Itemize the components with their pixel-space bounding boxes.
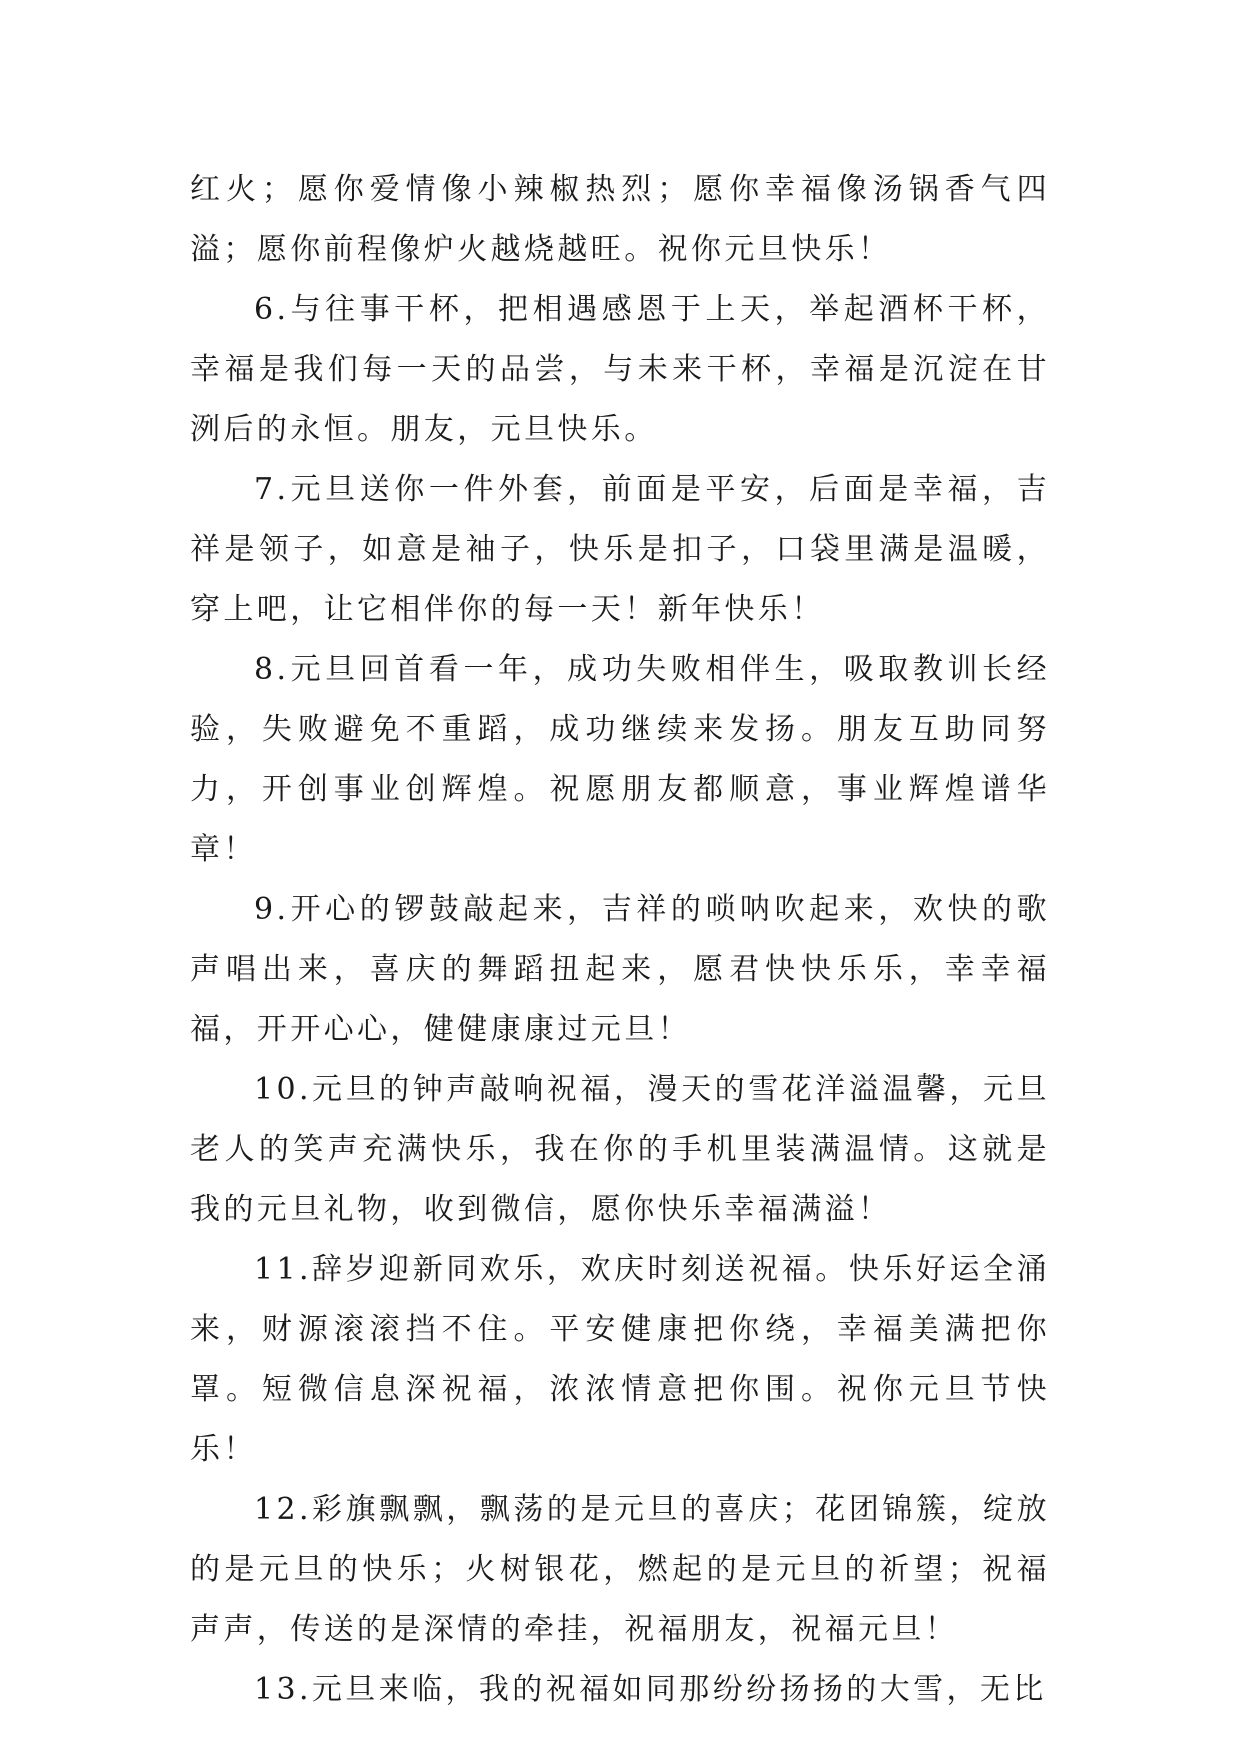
document-body: [190, 160, 1050, 1720]
paragraph-item-11: 11.辞岁迎新同欢乐，欢庆时刻送祝福。快乐好运全涌来，财源滚滚挡不住。平安健康把你绕，幸福美满把你罩。短微信息深祝福，浓浓情意把你围。祝你元旦节快乐！: [190, 1252, 1050, 1467]
paragraph-item-9: 9.开心的锣鼓敲起来，吉祥的唢呐吹起来，欢快的歌声唱出来，喜庆的舞蹈扭起来，愿君快快乐乐，幸幸福福，开开心心，健健康康过元旦！: [190, 892, 1050, 1047]
paragraph-item-7: 7.元旦送你一件外套，前面是平安，后面是幸福，吉祥是领子，如意是袖子，快乐是扣子，口袋里满是温暖，穿上吧，让它相伴你的每一天！新年快乐！: [190, 472, 1050, 627]
paragraph-item-6: 6.与往事干杯，把相遇感恩于上天，举起酒杯干杯，幸福是我们每一天的品尝，与未来干杯，幸福是沉淀在甘洌后的永恒。朋友，元旦快乐。: [190, 292, 1050, 447]
paragraph-item-12: 12.彩旗飘飘，飘荡的是元旦的喜庆；花团锦簇，绽放的是元旦的快乐；火树银花，燃起的是元旦的祈望；祝福声声，传送的是深情的牵挂，祝福朋友，祝福元旦！: [190, 1492, 1050, 1647]
paragraph-continued: 红火；愿你爱情像小辣椒热烈；愿你幸福像汤锅香气四溢；愿你前程像炉火越烧越旺。祝你元旦快乐！: [190, 172, 1050, 267]
paragraph-item-8: 8.元旦回首看一年，成功失败相伴生，吸取教训长经验，失败避免不重蹈，成功继续来发扬。朋友互助同努力，开创事业创辉煌。祝愿朋友都顺意，事业辉煌谱华章！: [190, 652, 1050, 867]
paragraph-item-10: 10.元旦的钟声敲响祝福，漫天的雪花洋溢温馨，元旦老人的笑声充满快乐，我在你的手机里装满温情。这就是我的元旦礼物，收到微信，愿你快乐幸福满溢！: [190, 1072, 1050, 1227]
paragraph-item-13: 13.元旦来临，我的祝福如同那纷纷扬扬的大雪，无比: [254, 1672, 1047, 1707]
